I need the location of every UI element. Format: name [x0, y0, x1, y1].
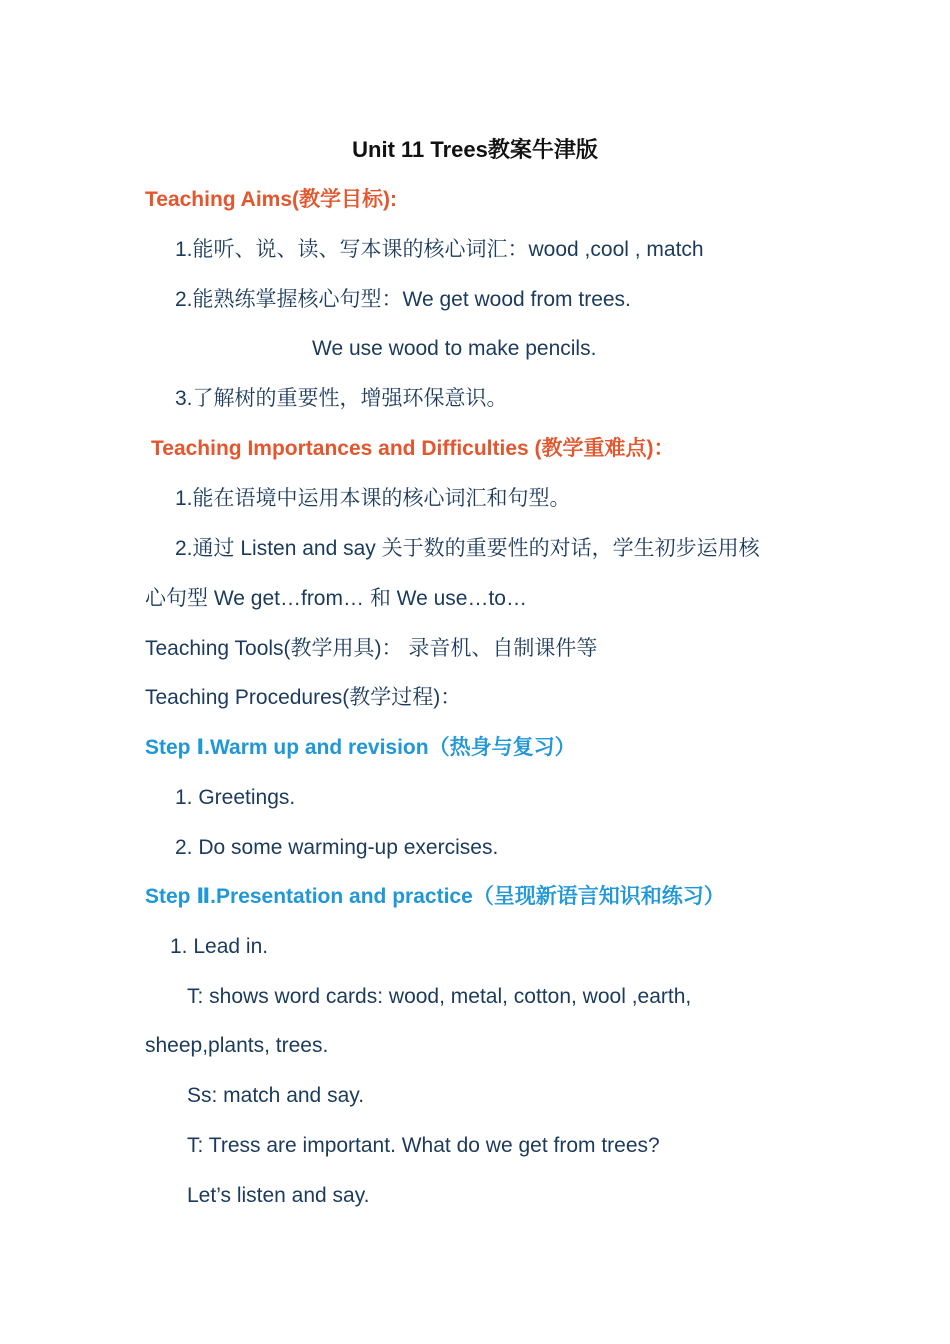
- step-1-heading: Step Ⅰ.Warm up and revision（热身与复习）: [145, 736, 576, 759]
- step-2-heading: Step Ⅱ.Presentation and practice（呈现新语言知识和练习）: [145, 885, 725, 908]
- teaching-procedures: Teaching Procedures(教学过程)：: [145, 686, 462, 709]
- listen-and-say-line: Let’s listen and say.: [187, 1184, 370, 1207]
- teacher-line-1: T: shows word cards: wood, metal, cotton, wool ,earth,: [187, 985, 692, 1008]
- step-2-item-1: 1. Lead in.: [170, 935, 269, 958]
- aims-item-1: 1.能听、说、读、写本课的核心词汇：wood ,cool , match: [175, 238, 704, 261]
- aims-item-2-continuation: We use wood to make pencils.: [312, 337, 597, 360]
- difficulties-item-2: 2.通过 Listen and say 关于数的重要性的对话，学生初步运用核: [175, 537, 760, 560]
- students-line: Ss: match and say.: [187, 1084, 365, 1107]
- document-title: Unit 11 Trees教案牛津版: [352, 137, 598, 162]
- step-1-item-2: 2. Do some warming-up exercises.: [175, 836, 499, 859]
- teaching-tools: Teaching Tools(教学用具)： 录音机、自制课件等: [145, 637, 598, 660]
- teacher-line-1-continuation: sheep,plants, trees.: [145, 1034, 329, 1057]
- step-1-item-1: 1. Greetings.: [175, 786, 296, 809]
- difficulties-item-1: 1.能在语境中运用本课的核心词汇和句型。: [175, 487, 571, 510]
- aims-item-2: 2.能熟练掌握核心句型：We get wood from trees.: [175, 288, 631, 311]
- teacher-line-2: T: Tress are important. What do we get from trees?: [187, 1134, 660, 1157]
- difficulties-item-2-continuation: 心句型 We get…from… 和 We use…to…: [145, 587, 527, 610]
- difficulties-heading: Teaching Importances and Difficulties (教学重难点)：: [151, 437, 675, 460]
- aims-item-3: 3.了解树的重要性，增强环保意识。: [175, 387, 508, 410]
- teaching-aims-heading: Teaching Aims(教学目标):: [145, 188, 398, 211]
